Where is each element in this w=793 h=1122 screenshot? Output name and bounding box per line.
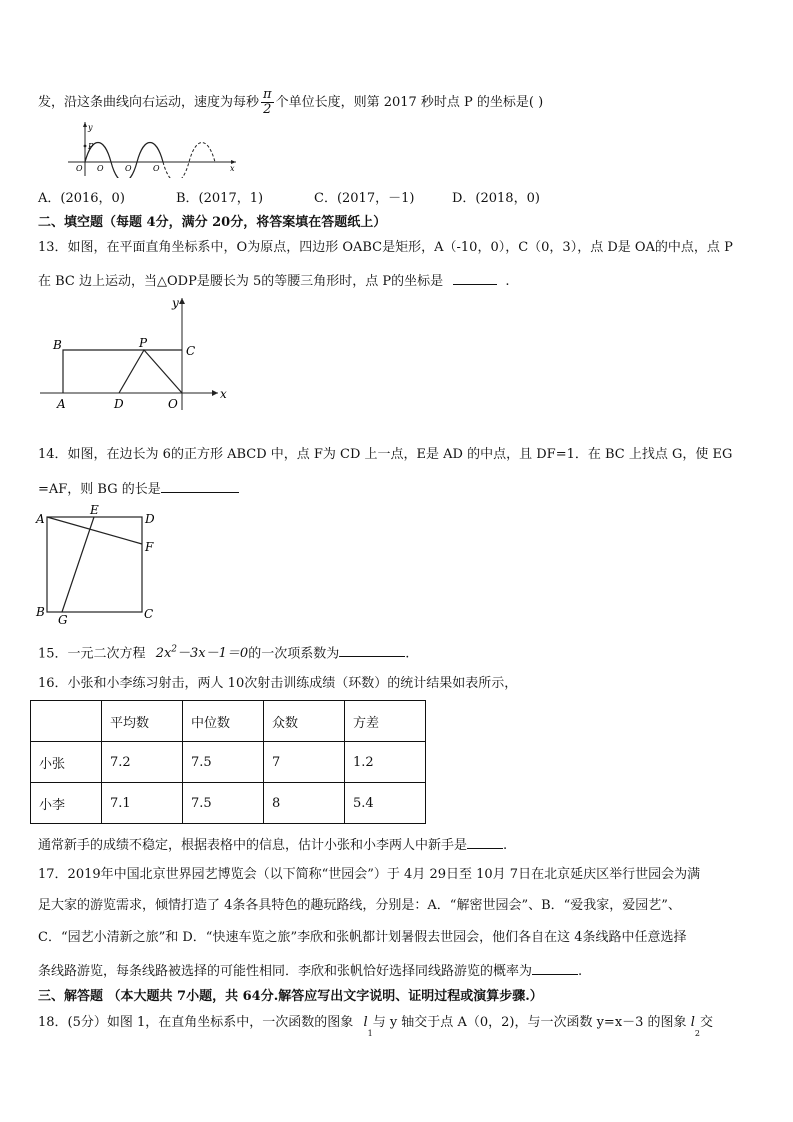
q15-eq-term-a: 2x — [155, 646, 172, 662]
q18-l2-symbol: l — [690, 1015, 695, 1030]
q17-line-2: 足大家的游览需求，倾情打造了 4条各具特色的趣玩路线，分别是：A．“解密世园会”、B．“爱我家，爱园艺”、 — [38, 898, 681, 913]
pi-over-2-fraction — [261, 88, 274, 117]
q17-end: . — [578, 964, 583, 979]
q14-answer-blank — [161, 478, 239, 493]
fig13-b-label: B — [53, 338, 62, 352]
q17-line-1: 17．2019年中国北京世界园艺博览会（以下简称“世园会”）于 4月 29日至 10月 7日在北京延庆区举行世园会为满 — [38, 867, 701, 882]
fraction-denominator: 2 — [263, 102, 272, 117]
q15-text-post: 的一次项系数为 — [248, 646, 340, 662]
rectangle-coordinate-figure — [40, 292, 240, 414]
q13-line-1: 13．如图，在平面直角坐标系中，O为原点，四边形 OABC是矩形，A（-10，0），C（0，3），点 D是 OA的中点，点 P — [38, 240, 733, 255]
q18-text-pre: 18．(5分）如图 1，在直角坐标系中，一次函数的图象 — [38, 1015, 354, 1030]
q18-l1-symbol: l — [363, 1015, 368, 1030]
table-cell: 小李 — [31, 783, 102, 824]
sine-curve-figure — [60, 118, 240, 178]
table-cell: 7.5 — [183, 742, 264, 783]
q18-l1-subscript: 1 — [367, 1028, 373, 1038]
q15-end: . — [405, 646, 410, 662]
q12-option-b: B．(2017，1) — [176, 191, 264, 206]
table-header-cell — [31, 701, 102, 742]
q16-answer-blank — [467, 834, 503, 849]
table-header-cell: 中位数 — [183, 701, 264, 742]
q17-line-4 — [38, 960, 582, 981]
fig13-c-label: C — [186, 344, 196, 358]
q15-text-pre: 15．一元二次方程 — [38, 646, 146, 662]
q12-option-a: A．(2016，0) — [38, 191, 125, 206]
graph-y-label: y — [88, 123, 93, 132]
q16-after-text: 通常新手的成绩不稳定，根据表格中的信息，估计小张和小李两人中新手是 — [38, 838, 468, 853]
q16-end: . — [503, 838, 508, 853]
shooting-score-table — [30, 700, 426, 824]
q12-text-post: 个单位长度，则第 2017 秒时点 P 的坐标是( ) — [275, 95, 544, 110]
fraction-numerator: π — [263, 87, 272, 102]
q13-text: 在 BC 边上运动，当△ODP是腰长为 5的等腰三角形时，点 P的坐标是 — [38, 274, 444, 289]
q17-answer-blank — [532, 960, 578, 975]
graph-o3-label: O — [153, 164, 160, 173]
table-row — [31, 742, 426, 783]
table-cell: 1.2 — [345, 742, 426, 783]
section-2-heading: 二、填空题（每题 4分，满分 20分，将答案填在答题纸上） — [38, 215, 387, 230]
table-cell: 7 — [264, 742, 345, 783]
graph-x-label: x — [230, 164, 235, 173]
graph-o2-label: O — [125, 164, 132, 173]
fig13-d-label: D — [114, 397, 124, 411]
q16-intro: 16．小张和小李练习射击，两人 10次射击训练成绩（环数）的统计结果如表所示， — [38, 676, 518, 691]
fig13-x-label: x — [220, 387, 227, 401]
table-header-cell: 平均数 — [102, 701, 183, 742]
q18-l2-subscript: 2 — [694, 1028, 700, 1038]
fig14-c-label: C — [144, 607, 154, 621]
q18-line — [38, 1014, 713, 1037]
graph-origin-label: O — [76, 164, 83, 173]
q13-end: . — [505, 274, 510, 289]
q14-line-2 — [38, 478, 239, 499]
table-header-row — [31, 701, 426, 742]
table-header-cell: 方差 — [345, 701, 426, 742]
q18-text-mid: 与 y 轴交于点 A（0，2)，与一次函数 y=x－3 的图象 — [372, 1015, 687, 1030]
fig13-o-label: O — [168, 397, 178, 411]
square-abcd-figure — [34, 502, 164, 626]
table-cell: 5.4 — [345, 783, 426, 824]
q15-line — [38, 641, 409, 663]
graph-p-label: P — [88, 142, 94, 151]
q15-equation — [156, 646, 249, 661]
table-cell: 7.1 — [102, 783, 183, 824]
q17-line-3: C．“园艺小清新之旅”和 D．“快速车览之旅”李欣和张帆都计划暑假去世园会，他们各自在这 4条线路中任意选择 — [38, 930, 687, 945]
q16-after — [38, 834, 507, 855]
q17-text: 条线路游览，每条线路被选择的可能性相同．李欣和张帆恰好选择同线路游览的概率为 — [38, 964, 533, 979]
q15-eq-exponent: 2 — [171, 645, 178, 655]
fig14-a-label: A — [36, 512, 45, 526]
q12-text-pre: 发，沿这条曲线向右运动，速度为每秒 — [38, 95, 260, 110]
q14-text: =AF，则 BG 的长是 — [38, 482, 161, 497]
fig14-f-label: F — [145, 540, 154, 554]
q12-line — [38, 88, 543, 117]
fig14-d-label: D — [145, 512, 155, 526]
fig14-e-label: E — [90, 503, 99, 517]
q14-line-1: 14．如图，在边长为 6的正方形 ABCD 中，点 F为 CD 上一点，E是 AD 的中点，且 DF=1．在 BC 上找点 G，使 EG — [38, 447, 733, 462]
fig14-b-label: B — [36, 605, 45, 619]
table-cell: 小张 — [31, 742, 102, 783]
q13-line-2 — [38, 270, 510, 291]
table-row — [31, 783, 426, 824]
graph-o1-label: O — [97, 164, 104, 173]
q12-option-c: C．(2017，－1) — [314, 191, 415, 206]
table-cell: 7.5 — [183, 783, 264, 824]
fig14-g-label: G — [58, 613, 68, 626]
fig13-p-label: P — [139, 336, 148, 350]
table-header-cell: 众数 — [264, 701, 345, 742]
q12-option-d: D．(2018，0) — [452, 191, 540, 206]
q15-answer-blank — [339, 642, 405, 657]
q18-text-post: 交 — [699, 1015, 713, 1030]
q15-eq-term-b: －3x－1＝0 — [177, 646, 249, 662]
fig13-a-label: A — [57, 397, 66, 411]
table-cell: 7.2 — [102, 742, 183, 783]
table-cell: 8 — [264, 783, 345, 824]
section-3-heading: 三、解答题 （本大题共 7小题，共 64分.解答应写出文字说明、证明过程或演算步骤.） — [38, 989, 543, 1004]
q13-answer-blank — [453, 270, 497, 285]
fig13-y-label: y — [172, 296, 179, 310]
